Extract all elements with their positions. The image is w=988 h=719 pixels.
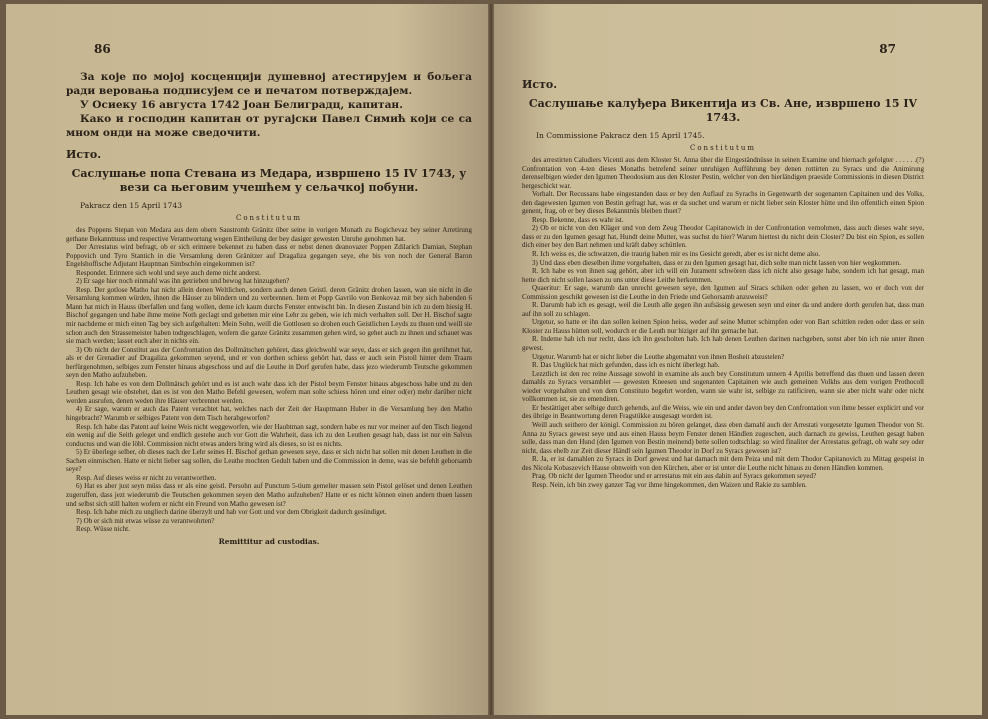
body-paragraph: 3) Ob nicht der Constitut aus der Confrontation des Dollmätschen gehöret, dass gleichwohl war seye, dass er sich gegen ihn gerühmet hat, als er der Grenadier auf Dragaliza gekommen seyend, und er von dorthen schiess gehört hat, dass er auch sein Pistoll hinter dem Traam herfürgenohmen, selbiges zum Fenster hinaus abgeschoss und auf die Leuthe in Dorf gerufen habe, dass jezo wiederumb Teutsche gekommen seyn den Matho aufzuheben. <box>66 345 472 380</box>
body-paragraph: Prag. Ob nicht der Igumen Theodor und er arrestatus mit ein aus dahin auf Syracs gekommen seyed? <box>532 472 817 481</box>
body-paragraph: 7) Ob er sich mit etwas wüsse zu verantwohrten? <box>76 516 215 525</box>
body-paragraph: Der Arrestatus wird befragt, ob er sich erinnere bekennet zu haben dass er nebst denen deanovazer Poppen Zdilarich Damian, Stephan Poppovich und Tyro Stantich in die Versamlung deren Gränitzer auf Dragaliza gegangen seye, ehe bis von noch der General Baron Engelshoffische Adjutant Hauptman Simbschön eingekommen ist? <box>66 243 472 269</box>
body-paragraph: Resp. Nein, ich bin zwey ganzer Tag vor ihme hingekommen, den Waizen und Rakie zu samblen. <box>532 480 807 489</box>
page-number-right: 87 <box>879 42 896 56</box>
body-paragraph: Resp. Wüsse nicht. <box>76 525 130 534</box>
body-paragraph: 4) Er sage, warum er auch das Patent verachtet hat, welches nach der Zeit der Hauptmann Huber in die Versamlung bey den Matho hingebracht? Warumb er selbiges Patent von dem Tisch herabgeworfen? <box>66 405 472 423</box>
body-text <box>522 156 924 489</box>
body-paragraph: des Poppens Stepan von Medara aus dem obern Saustromb Gränitz über seine in vorigen Monath zu Bogichevaz bey seiner Arretirung gethane Bekanntnuss und respective Verantwortung wegen Eintheilung der bey dasiger gewesten Unruhe genohmen hat. <box>66 226 472 243</box>
remittitur-line: Remittitur ad custodias. <box>218 536 320 546</box>
body-paragraph: R. Indeme hab ich nur recht, dass ich ihn gescholten hab. Ich hab denen Leuthen darinen nachgeben, sonst aber bin ich nie unter ihnen gewest. <box>522 335 924 353</box>
body-paragraph: Resp. Der gotlose Matho hat nicht allein denen Weltlichen, sondern auch denen Geistl. deren Gränitz drohen lassen, wan sie nicht in die Versamlung kommen würden, ihnen die Häuser zu blindern und zu verbrennen. Item et Popp Gavrilo von Benkovaz mit bey sich habenden 6 Mann hat mich in Hauss überfallen und fang wollen, deme ich kaum durchs Fenster entwischt bin. In diesen Zustand bin ich zu dem hiesig H. Bischof gegangen und habe ihme meine Noth geclagt und gebetten mir eine Lehr zu geben, wie ich mich verhalten soll. Der H. Bischof sagte mir nachdeme er mich einen Tag bey sich aufgehalten: Mein Sohn, weill die Gottlosen so drohen euch Geistlichen Leyds zu thuen und weill sie schon auch den Strassemeister haben todtgeschlagen, wofern die ganze Gränitz zusammen gehen wird, so gehet auch zu ihnen und schauet was sie mach werden; lasset euch aber in nichts ein. <box>66 285 472 346</box>
isto-label: Исто. <box>66 148 102 161</box>
body-paragraph: Quaeritur: Er sage, warumb dan unrecht gewesen seye, den Igumen auf Siracs schiken oder gehen zu lassen, wo er doch von der Commission geschikt gewesen ist die Leuthe in den Friede und Gehorsamb anzuweist? <box>522 284 924 301</box>
left-page <box>6 4 494 715</box>
body-paragraph: R. Ich habe es von ihnen sag gehört, aber ich will ein Jurament schwören dass ich nicht also gesage habe, sondern ich hat gesagt, man hette dich nicht sollen lassen zu uns unter diese Leithe herkommen. <box>522 267 924 284</box>
constitutum-title: Constitutum <box>689 144 756 152</box>
body-paragraph: 5) Er überlege selber, ob dieses nach der Lehr seines H. Bischof gethan gewesen seye, dass er sich nicht hat sollen mit denen Leuthen in die Sachen einmischen. Hatte er nicht lieber sag sollen, die Leuthe mochten Gedult haben und die Commission in deme, was sie befehlt gehorsamb seye? <box>66 448 472 474</box>
intro-line: У Осиеку 16 августа 1742 Јоан Белиградц, капитан. <box>80 99 403 111</box>
body-paragraph: 3) Und dass eben dieselben ihme vorgehalten, dass er zu den Igumen gesagt hat, dich solte man nicht lassen von hier wegkommen. <box>532 258 901 267</box>
body-paragraph: Weill auch seithero der königl. Commission zu hören gelanget, dass eben damahl auch der Arrestati vorgesetzte Igumen Theodor von St. Anna zu Syracs gewest seye und aus einen Hauss beym Fenster denen Händlen zugeschen, auch darnach zu gewiss, Leuthen gesagt haben solle, dass man den Hund (den Igumen von Bestin meinend) bette sollen todtschlag: so wird finaliter der Arrestatus gefragt, ob wahr sey oder nicht, dass ehelb zur Zeit dieser Händl sein Igumen Theodor in Dorf zu Syracs gewesen ist? <box>522 420 924 455</box>
body-paragraph: Lezztlich ist den rec reine Aussage sowohl in examine als auch bey Constitutum unnern 4 Aprilis betreffend das thuen und lassen deren damahls zu Syracs versamblet — gewesten Kneesen und sogenanten Capitainen wie auch gemeinen Volkhs aus dem vorigen Prothocoll wieder vorgehalten und von dem Constituto begehrt worden, wann sie wahr ist, selbige zu ratificiren, wann sie aber nicht wahr oder nicht vollkommen ist, sie zu emendiren. <box>522 369 924 404</box>
body-paragraph: Resp. Bekenne, dass es wahr ist. <box>532 215 624 224</box>
body-paragraph: Urgetur. Warumb hat er nicht lieber die Leuthe abgemahnt von ihnen Bosheit abzustelen? <box>532 352 785 361</box>
body-paragraph: 2) Er sage hier noch einmahl was ihn getrieben und bewog hat hinzugehen? <box>76 277 290 286</box>
body-paragraph: Resp. Ich habe es von dem Dollmätsch gehört und es ist auch wahr dass ich der Pistol beym Fenster hinaus abgeschoss habe und zu den Leuthen gesagt wie obstehet, dan es ist von den Matho Befehl gewesen, wofern man solte schiess hören und einer od(er) mehr darüber nicht werden ausrufen, denen weden ihre Häuser verbrennet werden. <box>66 379 472 405</box>
right-page <box>494 4 982 715</box>
body-paragraph: 2) Ob er nicht von den Kläger und von dem Zeug Theodor Capitanowich in der Confrontation vernohmen, dass auch dieses wahr seye, dass er zu den Igumen gesagt hat, Hundt deine Mutter, was suchst du hier? Warum hiettest du nicht dein Closter? Du bist ein Spion, es sollen dich einer bey den Bart nehmen und kräft dabey schüttlen. <box>522 224 924 250</box>
body-paragraph: Vorhalt. Der Recussans habe eingestanden dass er bey den Auflauf zu Syrachs in Gegenwarth der sogenanten Capitainen und des Volks, den dagewesten Igumen von Bestin gefragt hat, was er da suchet und warum er nicht lieber sein Kloster hütte und ihn offentlich einen Spion genent, frag, ob er bey dieses Bekanntnüs bleiben thuet? <box>522 190 924 216</box>
cyrillic-intro <box>66 70 472 140</box>
body-paragraph: Resp. Ich habe das Patent auf keine Weis nicht weggeworfen, wie der Haubtman sagt, sondern habe es nur vor meiner auf den Tisch liegend ein wenig auf die Seith geleget und endlich gestehe auch vor Gott die Wahrheit, dass ich zu den Leuthen gesagt hab, dass ist nur ein Salvus conductus und wan die löbl. Commission nicht etwas anders bring wird als dieses, so ist es nichts. <box>66 422 472 448</box>
isto-label: Исто. <box>522 78 558 91</box>
page-number-left: 86 <box>94 42 111 56</box>
body-paragraph: Resp. Ich habe mich zu ungliech darine überzylt und hab vor Gott und vor dem Obrigkeit dadurch gesündiget. <box>76 508 387 517</box>
book-gutter <box>488 4 494 715</box>
intro-line: Како и господин капитан от ругајски Павел Симић који се са мном онди на може сведочити. <box>66 113 472 139</box>
body-paragraph: R. Ich weiss es, die schwatzen, die traurig haben mir es ins Gesicht geredt, aber es ist nicht deme also. <box>532 250 821 259</box>
body-paragraph: R. Ja, er ist damahlen zu Syracs in Dorf gewest und hat darnach mit dem Peiza und mit dem Thodor Capitanovich zu Mittag gespeist in des Nicola Kobaszevich Hause obnweith von den Kürchen, aber er ist unter die Leuthe nicht hinaus zu denen Händlen kommen. <box>522 455 924 472</box>
body-paragraph: Resp. Auf dieses weiss er nicht zu verantworthen. <box>76 473 217 482</box>
body-paragraph: 6) Hat es aber just seyn müss dass er als eine geistl. Persohn auf Punctum 5-tium gemelter massen sein Pistol gelöset und denen Leuthen zugeruffen, dass jezt wiederumb die Teutschen gekommen seyen den Matho aufzuheben? Hatte er es nicht können einen andern thuen lassen und selbst sich still halten wofern er nicht ein Freund von Matho gewesen ist? <box>66 482 472 508</box>
body-paragraph: R. Das Unglück hat mich gefunden, dass ich es nicht überlegt hab. <box>532 361 720 370</box>
section-heading: Саслушање калуђера Викентија из Св. Ане, извршено 15 IV 1743. <box>528 97 918 124</box>
dateline: Pakracz den 15 April 1743 <box>80 201 183 210</box>
body-paragraph: Urgetur, so hatte er ihn dan sollen keinen Spion heiss, weder auf seine Mutter schimpfen oder von Bart schittlen reden oder dass er sein Kloster zu Hauss hütten soll, wodurch er die Leuth nur hiziger auf ihn gemache hat. <box>522 318 924 335</box>
body-paragraph: Er bestättiget aber selbige durch gehends, auf die Weiss, wie ein und ander davon bey den Confrontation von ihme besser explicirt und vor des übrige in Beantwortung deren Fragstükke ausgesagt worden ist. <box>522 403 924 421</box>
body-text <box>66 226 472 534</box>
section-heading: Саслушање попа Стевана из Медара, извршено 15 IV 1743, у вези са његовим учешћем у сељачкој побуни. <box>71 167 467 194</box>
intro-line: За које по мојој косценцији душевној атестирујем и бољега ради веровања подписујем се и печатом потверждајем. <box>66 71 472 97</box>
dateline: In Commissione Pakracz den 15 April 1745. <box>536 131 705 140</box>
body-paragraph: des arrestirten Caludiers Vicenti aus dem Kloster St. Anna über die Eingeständnüsse in seinen Examine und hiernach gefolgter . . . . . .(?) Confrontation von 4-ten dieses Monaths betrefend seiner unruhigen Aufführung bey denen rottirten zu Syracs und die Animirung derenselbigen wieder den Igumen Theodosium aus den Kloster Pestin, welcher von den hierländigen praeside Commissionis in diesen District hergeschickt war. <box>522 156 924 190</box>
book-spread <box>6 4 982 715</box>
constitutum-title: Constitutum <box>235 214 302 222</box>
body-paragraph: Respondet. Erinnere sich wohl und seye auch deme nicht anderst. <box>76 268 261 277</box>
body-paragraph: R. Darumb hab ich es gesagt, weil die Leuth alle gegen ihn aufsässig gewesen seyn und einer da und andere dorth gerufen hat, dass man auf ihn soll zu schlagen. <box>522 301 924 318</box>
